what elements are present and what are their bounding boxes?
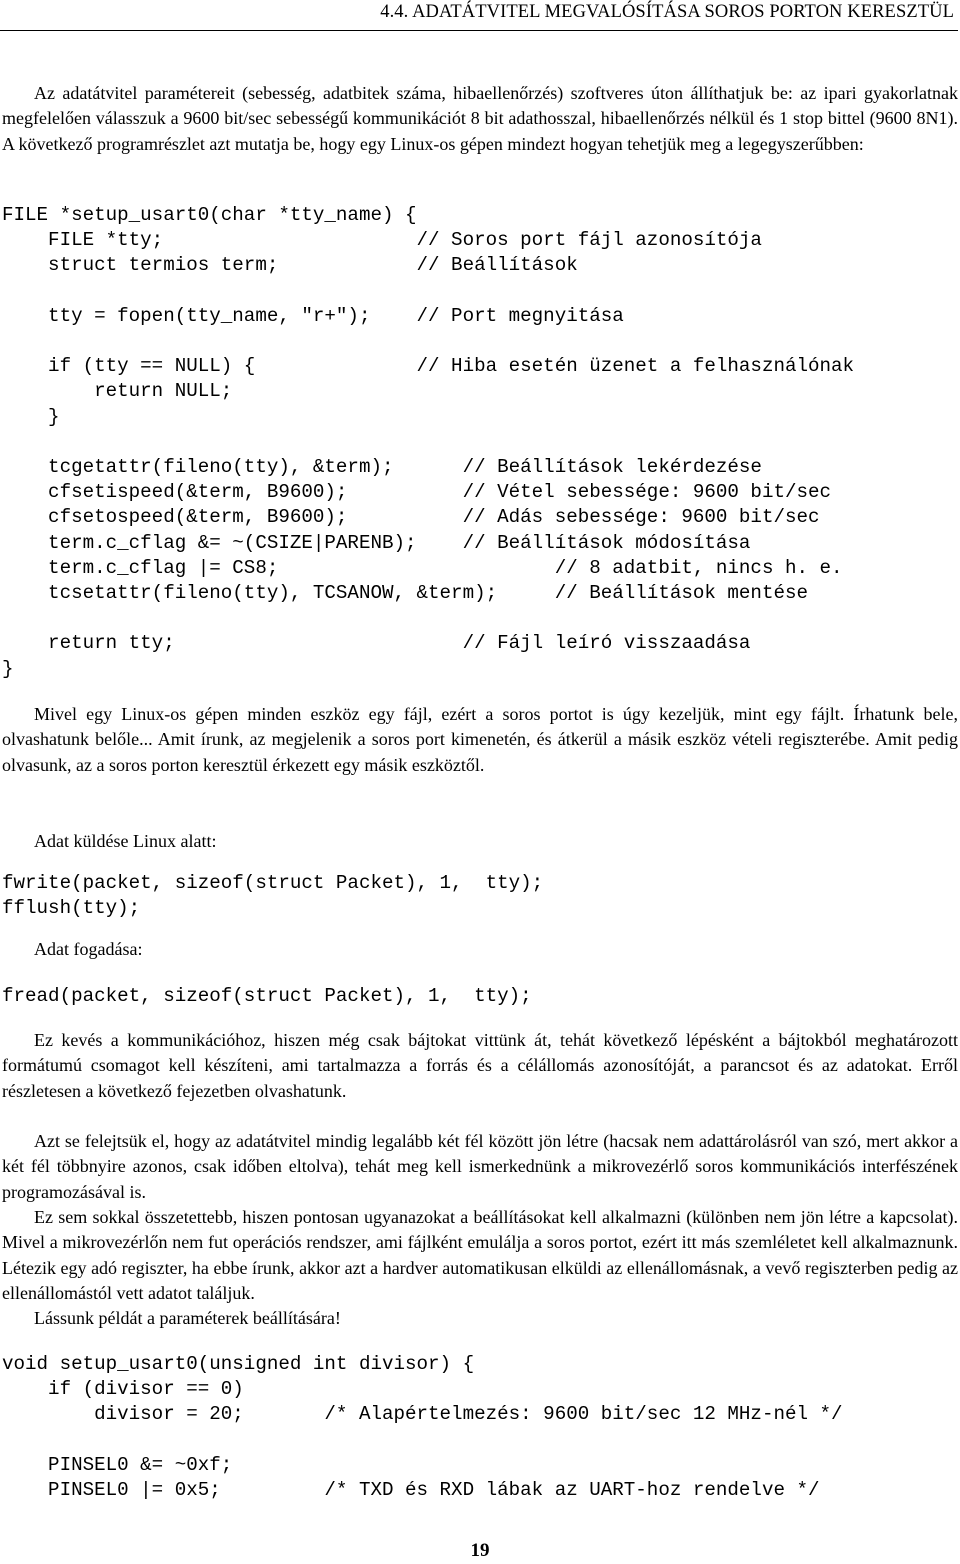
code-setup-usart-linux: FILE *setup_usart0(char *tty_name) { FILE *tty; // Soros port fájl azonosítója struct termios term; // Beállítások tty = fopen(tty_name, "r+"); // Port megnyitása if (tty == NULL) { // Hiba esetén üzenet a felhasználónak return NULL; } tcgetattr(fileno(tty), &term); // Beállítások lekérdezése cfsetispeed(&term, B9600); // Vétel sebessége: 9600 bit/sec cfsetospeed(&term, B9600); // Adás sebessége: 9600 bit/sec term.c_cflag &= ~(CSIZE|PARENB); // Beállítások módosítása term.c_cflag |= CS8; // 8 adatbit, nincs h. e. tcsetattr(fileno(tty), TCSANOW, &term); // Beállítások mentése return tty; // Fájl leíró visszaadása } bbox=[2, 204, 855, 680]
paragraph-mcu-registers: Ez sem sokkal összetettebb, hiszen pontosan ugyanazokat a beállításokat kell alkalmazni (különben nem jön létre a kapcsolat). Mivel a mikrovezérlőn nem fut operációs rendszer, ami fájlként emulálja a soros portot, ezért itt más szemléletet kell alkalmaznunk. Létezik egy adó regiszter, ha ebbe írunk, akkor azt a hardver automatikusan elküldi az ellenállomásnak, a vevő regiszterben pedig az ellenállomástól vett adatot találjuk. bbox=[2, 1207, 958, 1304]
paragraph-example-intro: Lássunk példát a paraméterek beállítására! bbox=[34, 1308, 341, 1328]
label-send-linux: Adat küldése Linux alatt: bbox=[34, 831, 217, 851]
page-number: 19 bbox=[470, 1540, 490, 1561]
header-rule bbox=[0, 30, 958, 31]
section-title: 4.4. ADATÁTVITEL MEGVALÓSÍTÁSA SOROS PORTON KERESZTÜL bbox=[380, 2, 954, 22]
code-receive: fread(packet, sizeof(struct Packet), 1, tty); bbox=[2, 985, 532, 1007]
label-receive: Adat fogadása: bbox=[34, 939, 143, 959]
paragraph-two-parties: Azt se felejtsük el, hogy az adatátvitel mindig legalább két fél között jön létre (hacsak nem adattárolásról van szó, mert akkor a két fél többnyire azonos, csak időben eltolva), tehát meg kell ismerkednünk a mikrovezérlő soros kommunikációs interfészének programozásával is. bbox=[2, 1131, 958, 1202]
code-send: fwrite(packet, sizeof(struct Packet), 1, tty); fflush(tty); bbox=[2, 872, 544, 920]
running-header bbox=[0, 0, 958, 36]
paragraph-packets: Ez kevés a kommunikációhoz, hiszen még csak bájtokat vittünk át, tehát következő lépésként a bájtokból meghatározott formátumú csomagot kell készíteni, ami tartalmazza a forrás és a célállomás azonosítóját, a parancsot és az adatokat. Erről részletesen a következő fejezetben olvashatunk. bbox=[2, 1030, 958, 1101]
paragraph-serial-params: Az adatátvitel paramétereit (sebesség, adatbitek száma, hibaellenőrzés) szoftveres úton állíthatjuk be: az ipari gyakorlatnak megfelelően válasszuk a 9600 bit/sec sebességű kommunikációt 8 bit adathosszal, hibaellenőrzés nélkül és 1 stop bittel (9600 8N1). A következő programrészlet azt mutatja be, hogy egy Linux-os gépen mindezt hogyan tehetjük meg a legegyszerűbben: bbox=[2, 83, 958, 154]
code-setup-usart-mcu: void setup_usart0(unsigned int divisor) { if (divisor == 0) divisor = 20; /* Alapértelmezés: 9600 bit/sec 12 MHz-nél */ PINSEL0 &= ~0xf; PINSEL0 |= 0x5; /* TXD és RXD lábak az UART-hoz rendelve */ bbox=[2, 1353, 843, 1502]
paragraph-linux-file: Mivel egy Linux-os gépen minden eszköz egy fájl, ezért a soros portot is úgy kezeljük, mint egy fájlt. Írhatunk bele, olvashatunk belőle... Amit írunk, az megjelenik a soros port kimenetén, és átkerül a másik eszköz vételi regiszterébe. Amit pedig olvasunk, az a soros porton keresztül érkezett egy másik eszköztől. bbox=[2, 704, 958, 775]
